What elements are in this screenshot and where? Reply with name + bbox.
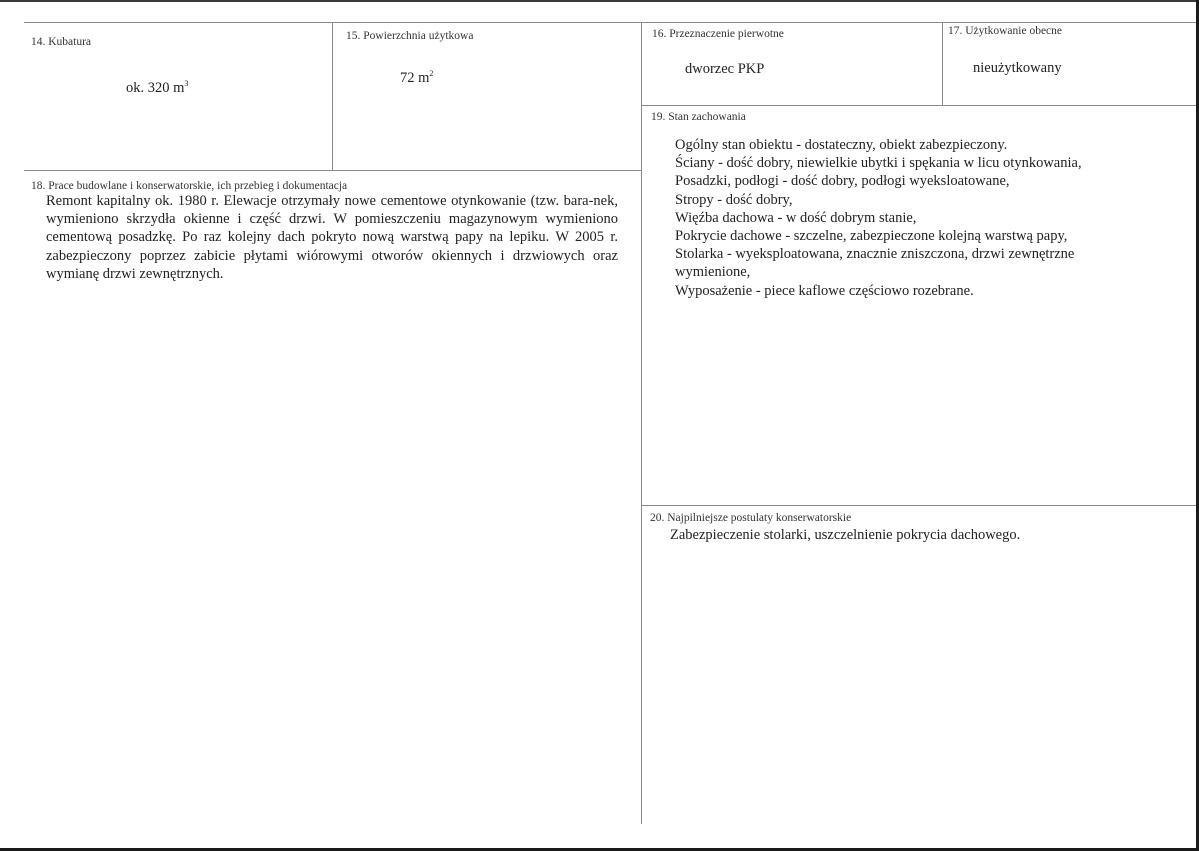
rule-14-15 — [332, 22, 333, 170]
rule-main-divider — [641, 22, 642, 824]
field-19-line: wymienione, — [675, 264, 751, 281]
rule-16-17 — [942, 22, 943, 106]
field-15-label: 15. Powierzchnia użytkowa — [346, 30, 474, 42]
field-19-line: Posadzki, podłogi - dość dobry, podłogi wyeksloatowane, — [675, 173, 1010, 190]
field-18-label: 18. Prace budowlane i konserwatorskie, ich przebieg i dokumentacja — [31, 180, 348, 192]
field-17-value: nieużytkowany — [973, 60, 1062, 76]
field-19-text — [675, 136, 1185, 300]
rule-under-19 — [641, 505, 1196, 506]
field-20-label: 20. Najpilniejsze postulaty konserwatorskie — [650, 512, 852, 524]
rule-under-14-15 — [24, 170, 641, 171]
scan-edge-top — [0, 0, 1199, 2]
field-14-unit-exponent: 3 — [184, 79, 189, 89]
field-16-value: dworzec PKP — [685, 61, 765, 77]
field-17-label: 17. Użytkowanie obecne — [948, 25, 1063, 37]
field-19-line: Wyposażenie - piece kaflowe częściowo rozebrane. — [675, 282, 974, 299]
field-16-label: 16. Przeznaczenie pierwotne — [652, 28, 784, 40]
field-15-unit-exponent: 2 — [429, 69, 434, 79]
field-14-label: 14. Kubatura — [31, 36, 92, 48]
field-15-value — [400, 70, 433, 87]
field-14-value-text: ok. 320 m — [126, 80, 185, 96]
field-19-line: Stolarka - wyeksploatowana, znacznie zniszczona, drzwi zewnętrzne — [675, 246, 1075, 263]
field-20-text: Zabezpieczenie stolarki, uszczelnienie pokrycia dachowego. — [670, 527, 1021, 543]
field-15-value-text: 72 m — [400, 70, 430, 86]
field-19-label: 19. Stan zachowania — [651, 111, 746, 123]
field-14-value — [126, 80, 188, 97]
field-19-line: Ściany - dość dobry, niewielkie ubytki i spękania w licu otynkowania, — [675, 155, 1082, 172]
field-19-line: Pokrycie dachowe - szczelne, zabezpieczone kolejną warstwą papy, — [675, 228, 1068, 245]
rule-top — [24, 22, 1196, 23]
rule-under-16-17 — [641, 105, 1196, 106]
field-19-line: Stropy - dość dobry, — [675, 191, 793, 208]
field-18-text: Remont kapitalny ok. 1980 r. Elewacje otrzymały nowe cementowe otynkowanie (tzw. bara-nek, wymieniono skrzydła okienne i część drzwi. W pomieszczeniu magazynowym wymieniono cementową posadzkę. Po raz kolejny dach pokryto nową warstwą papy na lepiku. W 2005 r. zabezpieczony poprzez zabicie płytami wiórowymi otworów okiennych i drzwiowych oraz wymianę drzwi zewnętrznych. — [46, 193, 618, 282]
field-19-line: Więźba dachowa - w dość dobrym stanie, — [675, 209, 917, 226]
field-19-line: Ogólny stan obiektu - dostateczny, obiekt zabezpieczony. — [675, 137, 1008, 153]
